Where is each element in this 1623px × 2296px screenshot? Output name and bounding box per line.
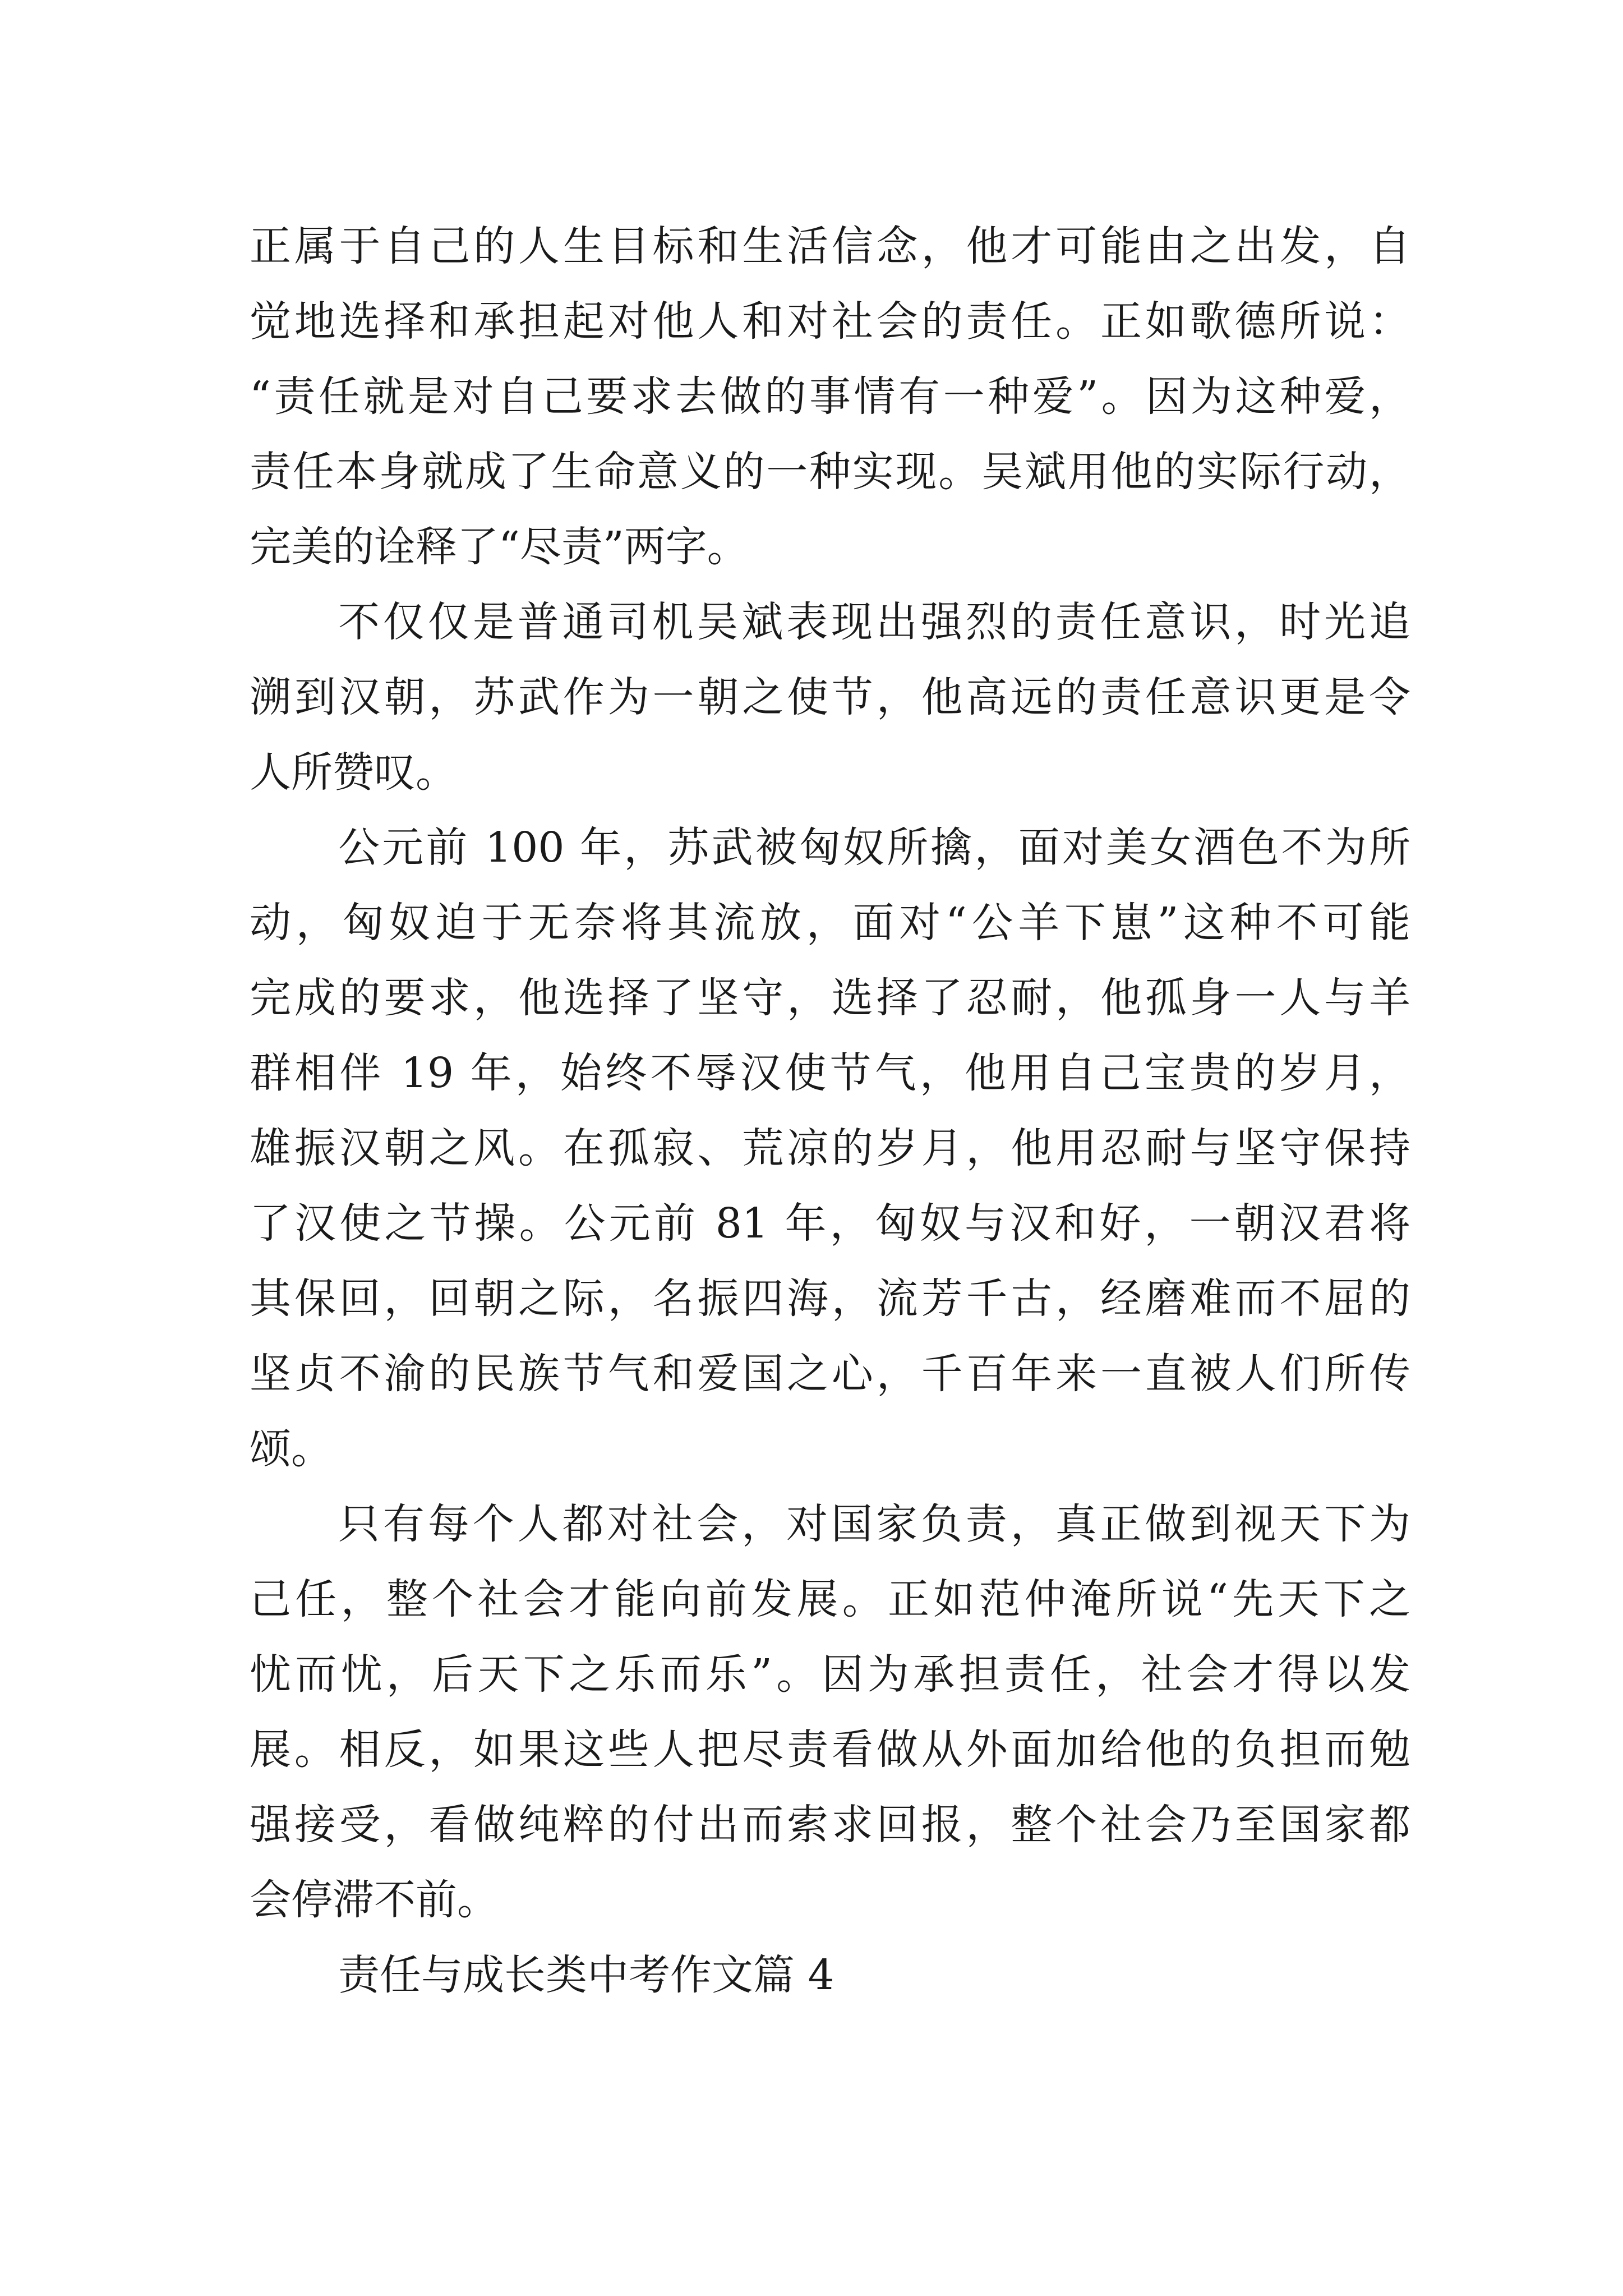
text-line: 只有每个人都对社会，对国家负责，真正做到视天下为 (338, 1500, 1410, 1548)
text-line: 人所赞叹。 (250, 748, 457, 797)
text-line: 不仅仅是普通司机吴斌表现出强烈的责任意识，时光追 (338, 598, 1410, 646)
text-line: 强接受，看做纯粹的付出而索求回报，整个社会乃至国家都 (250, 1801, 1410, 1849)
text-line: 觉地选择和承担起对他人和对社会的责任。正如歌德所说： (250, 297, 1410, 346)
text-line: 溯到汉朝，苏武作为一朝之使节，他高远的责任意识更是令 (250, 673, 1410, 721)
text-line: “责任就是对自己要求去做的事情有一种爱”。因为这种爱， (250, 372, 1410, 421)
text-line: 坚贞不渝的民族节气和爱国之心，千百年来一直被人们所传 (250, 1350, 1410, 1398)
text-line: 了汉使之节操。公元前 81 年，匈奴与汉和好，一朝汉君将 (250, 1199, 1410, 1248)
essay-body (250, 209, 1410, 2013)
text-line: 会停滞不前。 (250, 1876, 499, 1924)
text-line: 完美的诠释了“尽责”两字。 (250, 523, 749, 571)
text-line: 责任本身就成了生命意义的一种实现。吴斌用他的实际行动， (250, 448, 1410, 496)
text-line: 展。相反，如果这些人把尽责看做从外面加给他的负担而勉 (250, 1726, 1410, 1774)
text-line: 忧而忧，后天下之乐而乐”。因为承担责任，社会才得以发 (250, 1650, 1410, 1699)
text-line: 雄振汉朝之风。在孤寂、荒凉的岁月，他用忍耐与坚守保持 (250, 1124, 1410, 1172)
text-line: 动，匈奴迫于无奈将其流放，面对“公羊下崽”这种不可能 (250, 899, 1410, 947)
text-line: 颂。 (250, 1425, 333, 1473)
text-line: 群相伴 19 年，始终不辱汉使节气，他用自己宝贵的岁月， (250, 1049, 1410, 1097)
text-line: 公元前 100 年，苏武被匈奴所擒，面对美女酒色不为所 (338, 823, 1410, 872)
text-line: 完成的要求，他选择了坚守，选择了忍耐，他孤身一人与羊 (250, 974, 1410, 1022)
text-line: 己任，整个社会才能向前发展。正如范仲淹所说“先天下之 (250, 1575, 1410, 1623)
section-heading: 责任与成长类中考作文篇 4 (338, 1951, 834, 1999)
text-line: 正属于自己的人生目标和生活信念，他才可能由之出发，自 (250, 222, 1410, 270)
text-line: 其保回，回朝之际，名振四海，流芳千古，经磨难而不屈的 (250, 1274, 1410, 1323)
